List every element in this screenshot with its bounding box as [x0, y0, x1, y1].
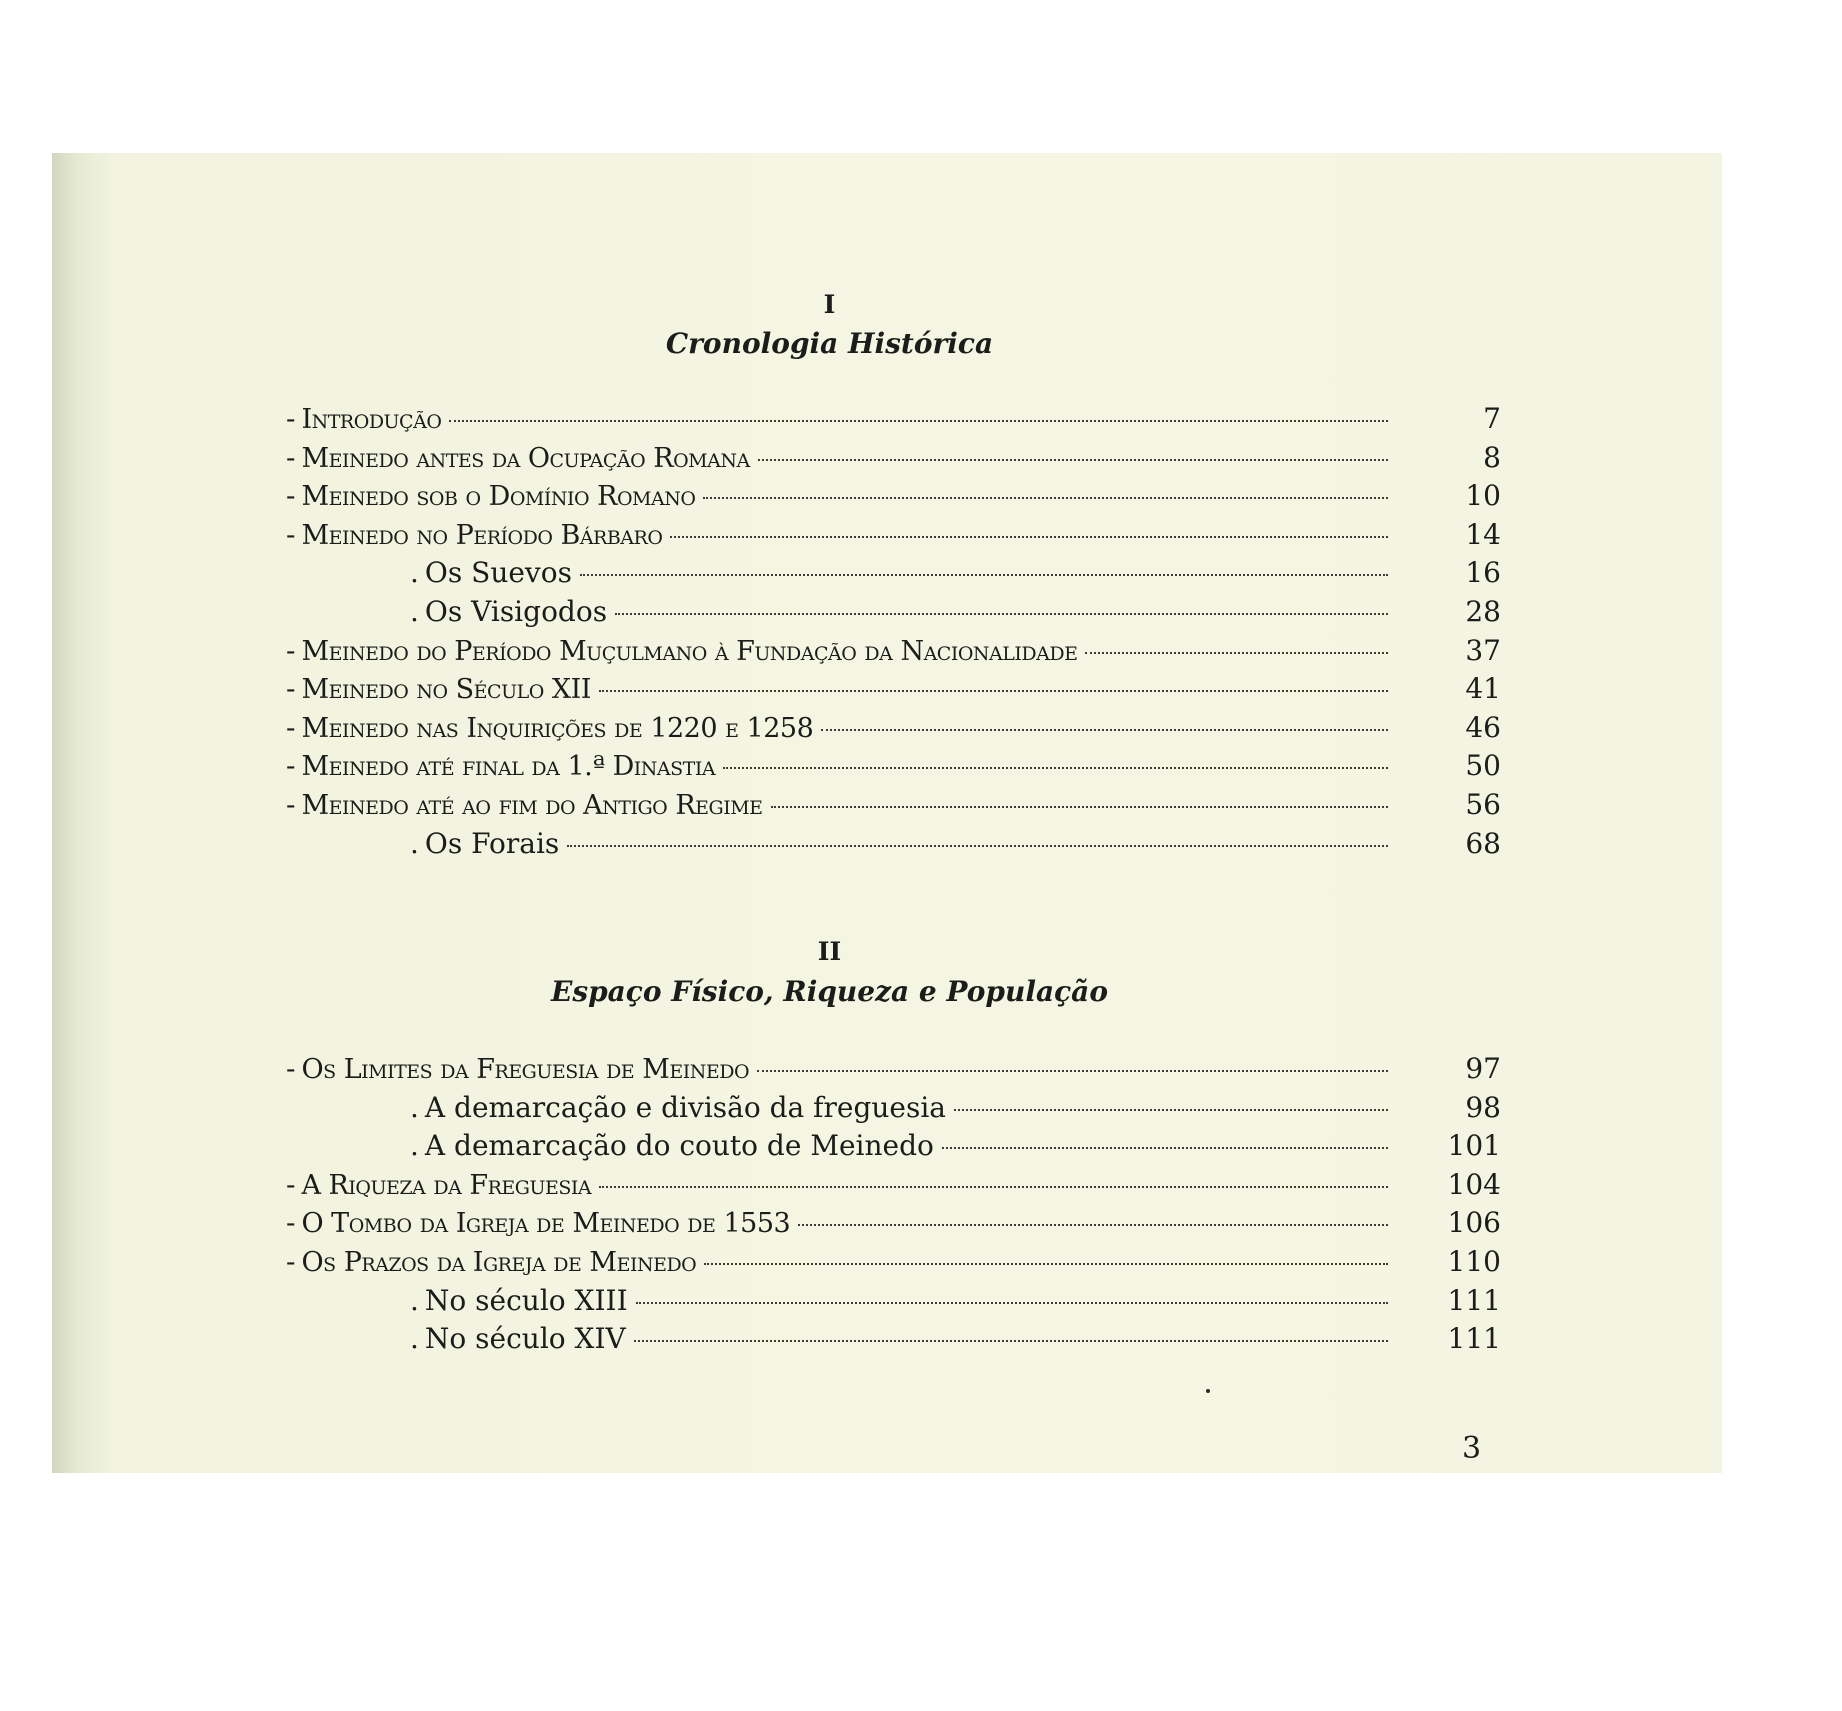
dot-leader — [798, 1224, 1388, 1226]
toc-entry-bullet: - — [286, 517, 296, 551]
toc-entry-bullet: - — [286, 440, 296, 474]
toc-entry-bullet: . — [410, 594, 419, 628]
print-speck — [1206, 1389, 1210, 1393]
toc-entry — [286, 825, 1501, 864]
dot-leader — [757, 1070, 1388, 1072]
dot-leader — [771, 806, 1388, 808]
toc-entry-label: Os Prazos da Igreja de Meinedo — [301, 1246, 697, 1278]
toc-entry — [286, 709, 1501, 748]
toc-entry-label: A demarcação e divisão da freguesia — [424, 1090, 946, 1124]
dot-leader — [821, 729, 1388, 731]
toc-entry-bullet: - — [286, 633, 296, 667]
dot-leader — [634, 1340, 1388, 1342]
toc-entry-bullet: - — [286, 1052, 296, 1085]
section-1-number: I — [823, 290, 836, 319]
toc-entry — [286, 1127, 1501, 1166]
toc-entry — [286, 747, 1501, 786]
dot-leader — [567, 845, 1388, 847]
toc-entry-bullet: - — [286, 479, 296, 513]
toc-entry-page-number: 111 — [1447, 1322, 1501, 1356]
toc-entry-label: Meinedo sob o Domínio Romano — [301, 481, 696, 513]
toc-entry-label: No século XIII — [424, 1283, 628, 1317]
dot-leader — [599, 690, 1388, 692]
toc-entry-label: Meinedo no Período Bárbaro — [301, 519, 663, 551]
toc-entry — [286, 1089, 1501, 1128]
toc-entry — [286, 1166, 1501, 1205]
dot-leader — [615, 613, 1388, 615]
toc-entry-page-number: 14 — [1465, 517, 1501, 551]
page-number: 3 — [1462, 1431, 1482, 1466]
toc-entry — [286, 670, 1501, 709]
toc-entry-label: Os Forais — [424, 826, 560, 860]
toc-entry-label: Introdução — [301, 404, 442, 435]
toc-entry-page-number: 50 — [1465, 749, 1501, 783]
toc-entry-page-number: 110 — [1447, 1244, 1501, 1278]
dot-leader — [723, 767, 1388, 769]
toc-entry — [286, 1243, 1501, 1282]
toc-entry-bullet: . — [410, 1322, 419, 1356]
toc-entry — [286, 477, 1501, 516]
toc-entry-label: Meinedo no Século XII — [301, 674, 591, 706]
toc-entry — [286, 593, 1501, 632]
dot-leader — [942, 1147, 1388, 1149]
toc-entry — [286, 554, 1501, 593]
section-1-title: Cronologia Histórica — [665, 327, 994, 360]
toc-entry-bullet: . — [410, 1090, 419, 1124]
toc-entry-bullet: - — [286, 710, 296, 744]
dot-leader — [703, 497, 1388, 499]
section-2-number: II — [817, 937, 842, 966]
toc-entry — [286, 1204, 1501, 1243]
dot-leader — [758, 459, 1388, 461]
toc-entry-page-number: 97 — [1465, 1052, 1501, 1085]
toc-entry-bullet: - — [286, 749, 296, 783]
toc-entry-page-number: 101 — [1447, 1129, 1501, 1163]
toc-entry-bullet: . — [410, 556, 419, 590]
section-2-title: Espaço Físico, Riqueza e População — [550, 975, 1108, 1008]
toc-entry-page-number: 104 — [1447, 1167, 1501, 1201]
toc-entry — [286, 632, 1501, 671]
book-page — [52, 153, 1722, 1473]
toc-entry-page-number: 111 — [1447, 1283, 1501, 1317]
dot-leader — [636, 1302, 1388, 1304]
toc-entry — [286, 439, 1501, 478]
toc-entry — [286, 786, 1501, 825]
toc-entry-bullet: - — [286, 787, 296, 821]
toc-entry-page-number: 106 — [1447, 1206, 1501, 1240]
toc-entry-page-number: 46 — [1465, 710, 1501, 744]
dot-leader — [954, 1109, 1388, 1111]
dot-leader — [580, 574, 1388, 576]
toc-entry-label: Os Suevos — [424, 556, 572, 590]
toc-entry — [286, 516, 1501, 555]
toc-entry-bullet: - — [286, 672, 296, 706]
section-1-toc — [286, 400, 1501, 863]
toc-entry — [286, 1320, 1501, 1359]
toc-entry-label: Os Visigodos — [424, 594, 608, 628]
dot-leader — [704, 1263, 1388, 1265]
dot-leader — [670, 536, 1388, 538]
toc-entry-label: Meinedo antes da Ocupação Romana — [301, 442, 750, 474]
toc-entry-page-number: 10 — [1465, 479, 1501, 513]
toc-entry-bullet: . — [410, 1283, 419, 1317]
toc-entry-label: A Riqueza da Freguesia — [301, 1169, 592, 1201]
toc-entry-page-number: 8 — [1483, 440, 1501, 474]
toc-entry-page-number: 7 — [1483, 402, 1501, 435]
toc-entry-page-number: 98 — [1465, 1090, 1501, 1124]
toc-entry-bullet: . — [410, 1129, 419, 1163]
toc-entry-label: A demarcação do couto de Meinedo — [424, 1129, 934, 1163]
toc-entry-label: O Tombo da Igreja de Meinedo de 1553 — [301, 1208, 791, 1240]
toc-entry-page-number: 56 — [1465, 787, 1501, 821]
dot-leader — [599, 1186, 1388, 1188]
toc-entry-label: Meinedo nas Inquirições de 1220 e 1258 — [301, 712, 814, 744]
toc-entry-label: Meinedo do Período Muçulmano à Fundação da Nacionalidade — [301, 635, 1078, 667]
toc-entry-label: Meinedo até ao fim do Antigo Regime — [301, 789, 763, 821]
toc-entry-page-number: 68 — [1465, 826, 1501, 860]
toc-entry-bullet: - — [286, 1244, 296, 1278]
toc-entry-bullet: - — [286, 1167, 296, 1201]
toc-entry — [286, 1282, 1501, 1321]
toc-entry-page-number: 28 — [1465, 594, 1501, 628]
toc-entry-label: Os Limites da Freguesia de Meinedo — [301, 1054, 750, 1085]
toc-entry-page-number: 37 — [1465, 633, 1501, 667]
toc-entry-bullet: . — [410, 826, 419, 860]
toc-entry — [286, 1050, 1501, 1089]
toc-entry-page-number: 16 — [1465, 556, 1501, 590]
toc-entry-bullet: - — [286, 402, 296, 435]
dot-leader — [449, 420, 1388, 422]
section-2-toc — [286, 1050, 1501, 1359]
toc-entry-bullet: - — [286, 1206, 296, 1240]
toc-entry — [286, 400, 1501, 439]
toc-entry-label: No século XIV — [424, 1322, 626, 1356]
toc-entry-label: Meinedo até final da 1.ª Dinastia — [301, 751, 716, 783]
toc-entry-page-number: 41 — [1465, 672, 1501, 706]
dot-leader — [1085, 652, 1388, 654]
